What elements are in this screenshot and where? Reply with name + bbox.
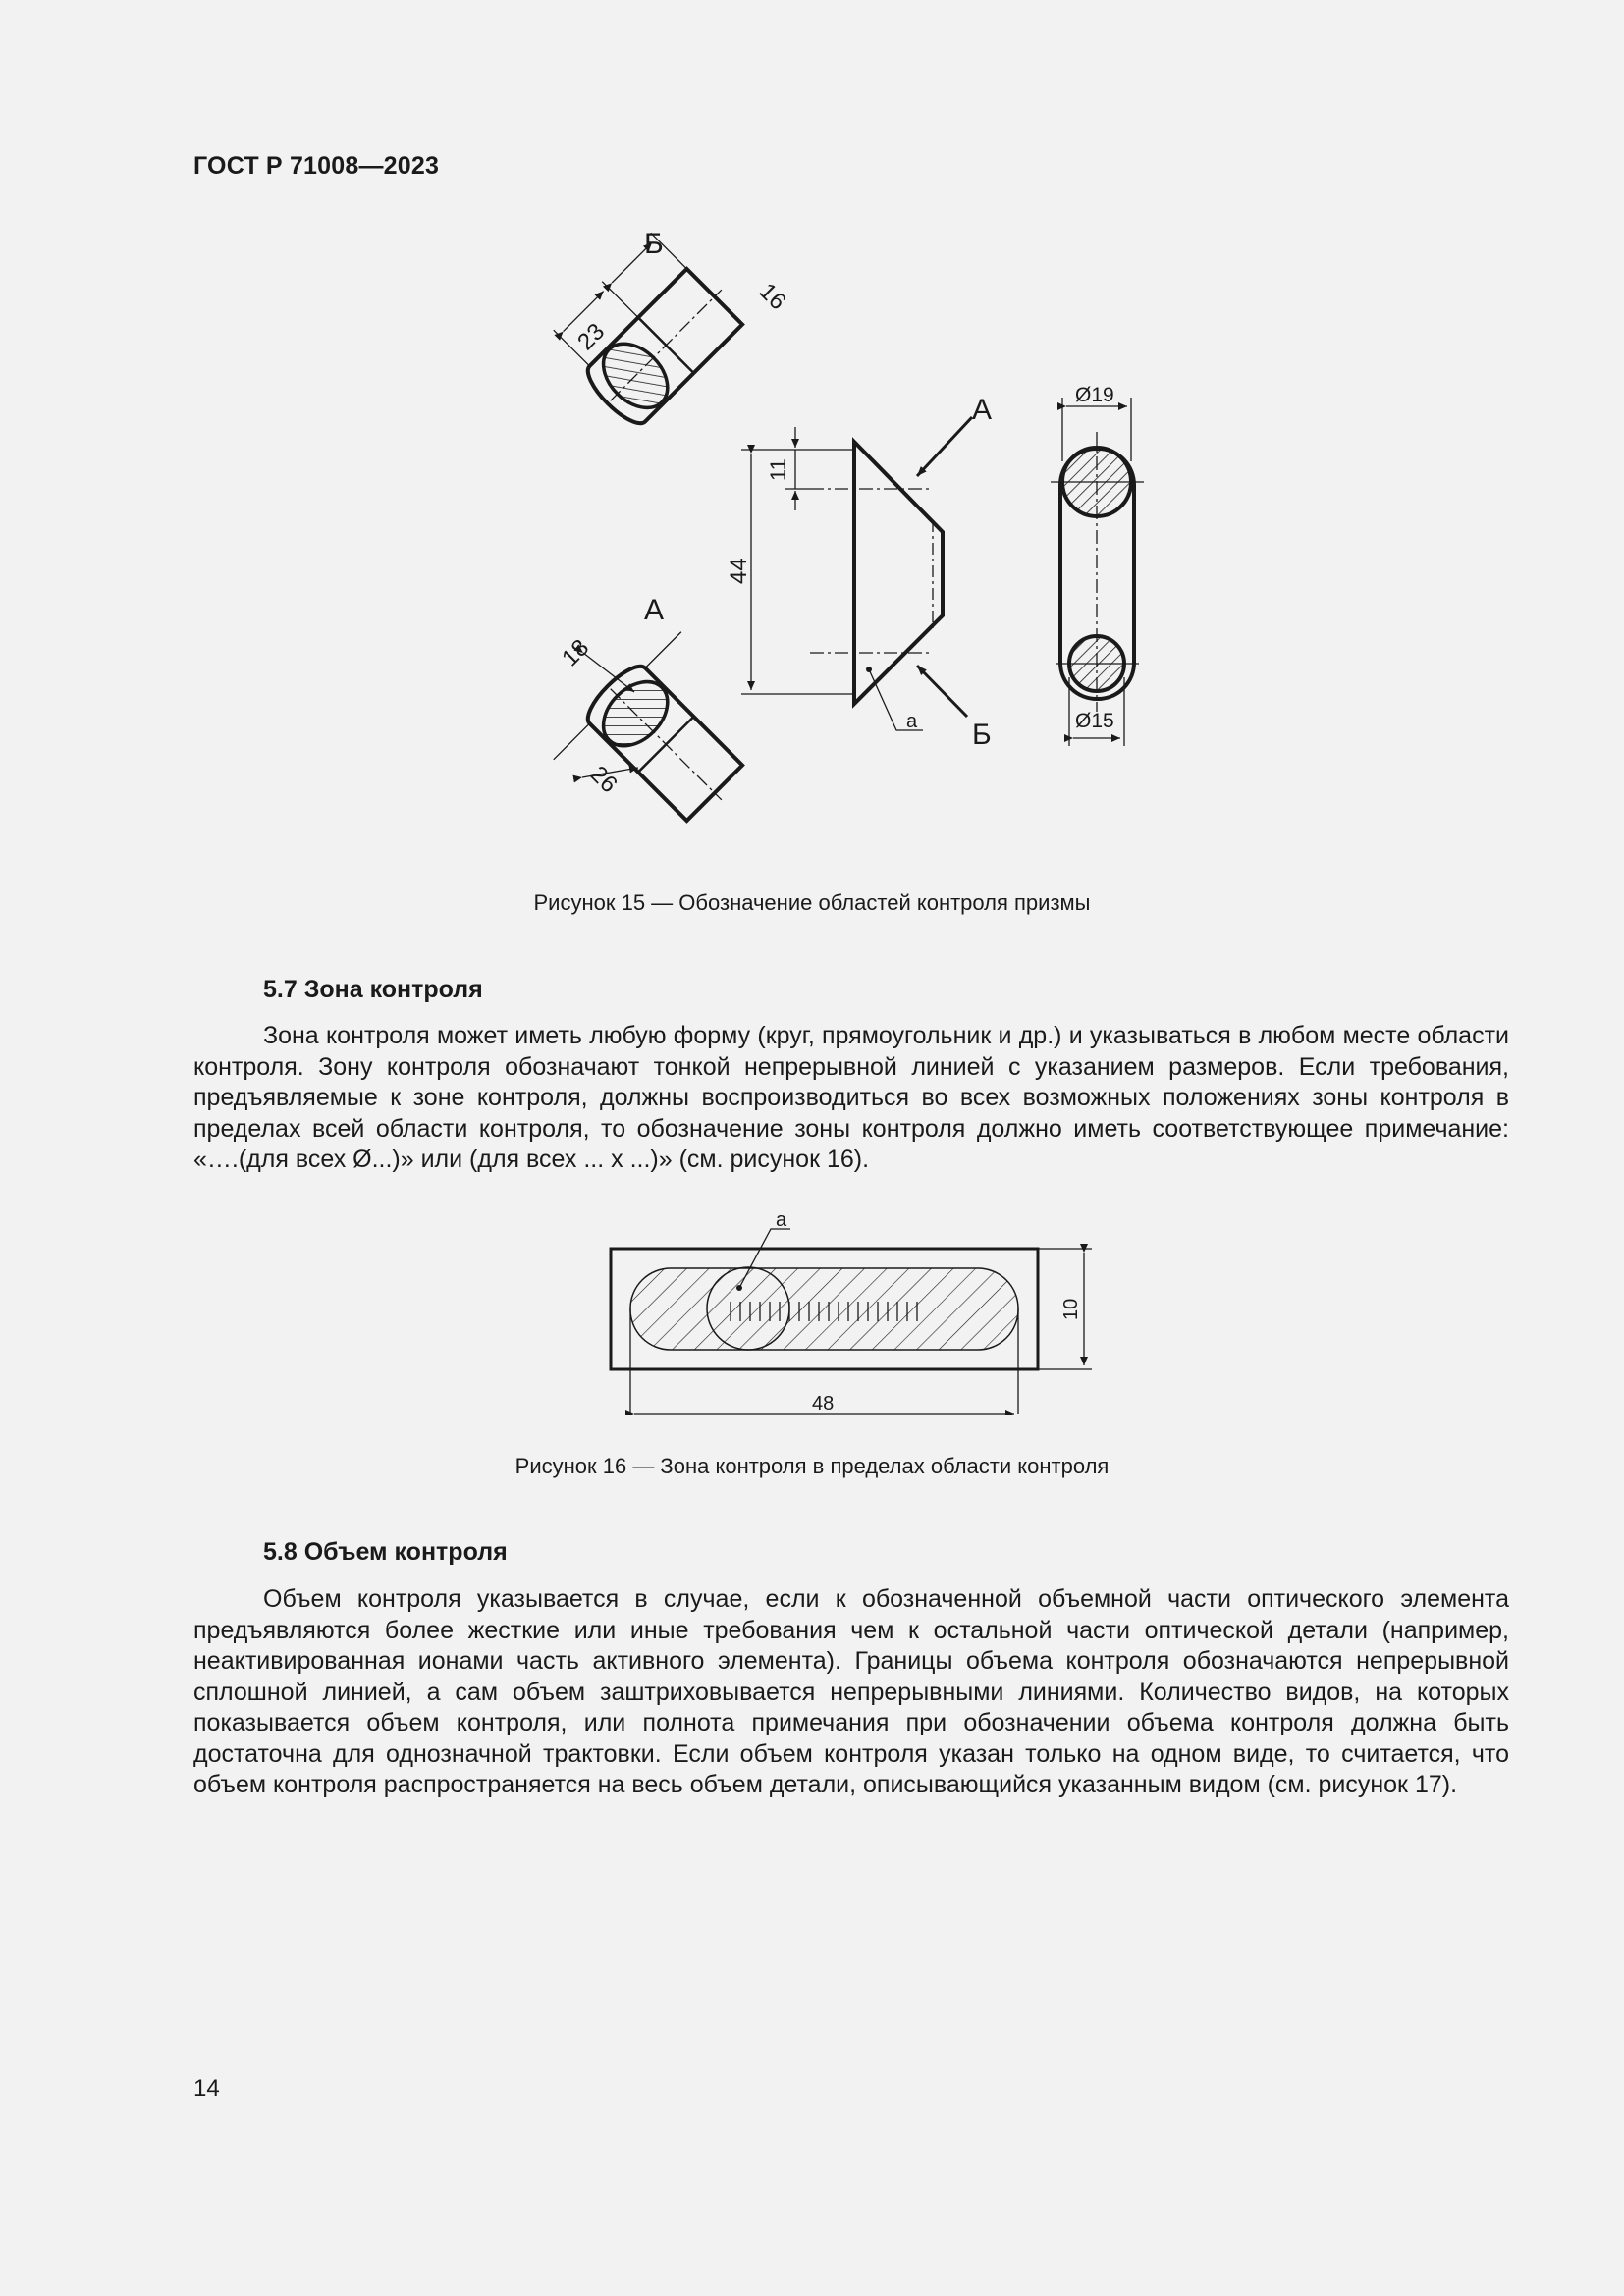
fig16-leader-a-label: а [776,1209,787,1231]
arrow-a-label: А [972,394,993,426]
dim-16: 16 [753,278,791,316]
dim-d19: Ø19 [1075,384,1114,406]
view-a-drawing [544,594,785,864]
dim-d15: Ø15 [1075,710,1114,732]
section-5-8-text: Объем контроля указывается в случае, если к обозначенной объемной части оптического элемента предъявляются более жесткие или иные требования чем к остальной части оптической детали (например, неактивированная ионами часть активного элемента). Границы объема контроля обозначаются непрерывной сплошной линией, а сам объем заштриховывается непрерывными линиями. Количество видов, на которых показывается объем контроля, или полнота примечания при обозначении объема контроля должна быть достаточна для однозначной трактовки. Если объем контроля указан только на одном виде, то считается, что объем контроля распространяется на весь объем детали, описывающийся указанным видом (см. рисунок 17). [193,1585,1509,1798]
section-5-7-title: 5.7 Зона контроля [263,976,483,1003]
figure-16-caption: Рисунок 16 — Зона контроля в пределах области контроля [514,1454,1110,1478]
figure-15-caption: Рисунок 15 — Обозначение областей контроля призмы [533,890,1091,915]
slot-side-view [1051,384,1144,746]
dim-11: 11 [766,458,790,481]
dim-23: 23 [572,318,611,356]
document-header: ГОСТ Р 71008—2023 [193,152,440,180]
fig16-dim-10: 10 [1060,1298,1082,1320]
figure-15 [530,216,1114,883]
section-5-8-title: 5.8 Объем контроля [263,1538,508,1566]
leader-a-label: а [906,711,918,732]
prism-front-view [726,394,992,751]
section-5-7-text: Зона контроля может иметь любую форму (круг, прямоугольник и др.) и указываться в любом месте области контроля. Зону контроля обозначают тонкой непрерывной линией с указанием размеров. Если требования, предъявляемые к зоне контроля, должны воспроизводиться во всех возможных положениях зоны контроля в пределах всей области контроля, то обозначение зоны контроля должно иметь соответствующее примечание: «….(для всех Ø...)» или (для всех ... х ...)» (см. рисунок 16). [193,1022,1509,1173]
view-a-title: А [644,594,665,626]
arrow-b-label: Б [972,719,992,751]
figure-16 [589,1202,1119,1423]
dim-26: 26 [584,761,623,799]
page-number: 14 [193,2075,220,2102]
view-b-title: Б [644,228,664,260]
dim-44: 44 [726,558,752,584]
dim-18: 18 [557,634,595,672]
view-b-drawing [544,226,791,431]
fig16-dim-48: 48 [812,1393,835,1415]
